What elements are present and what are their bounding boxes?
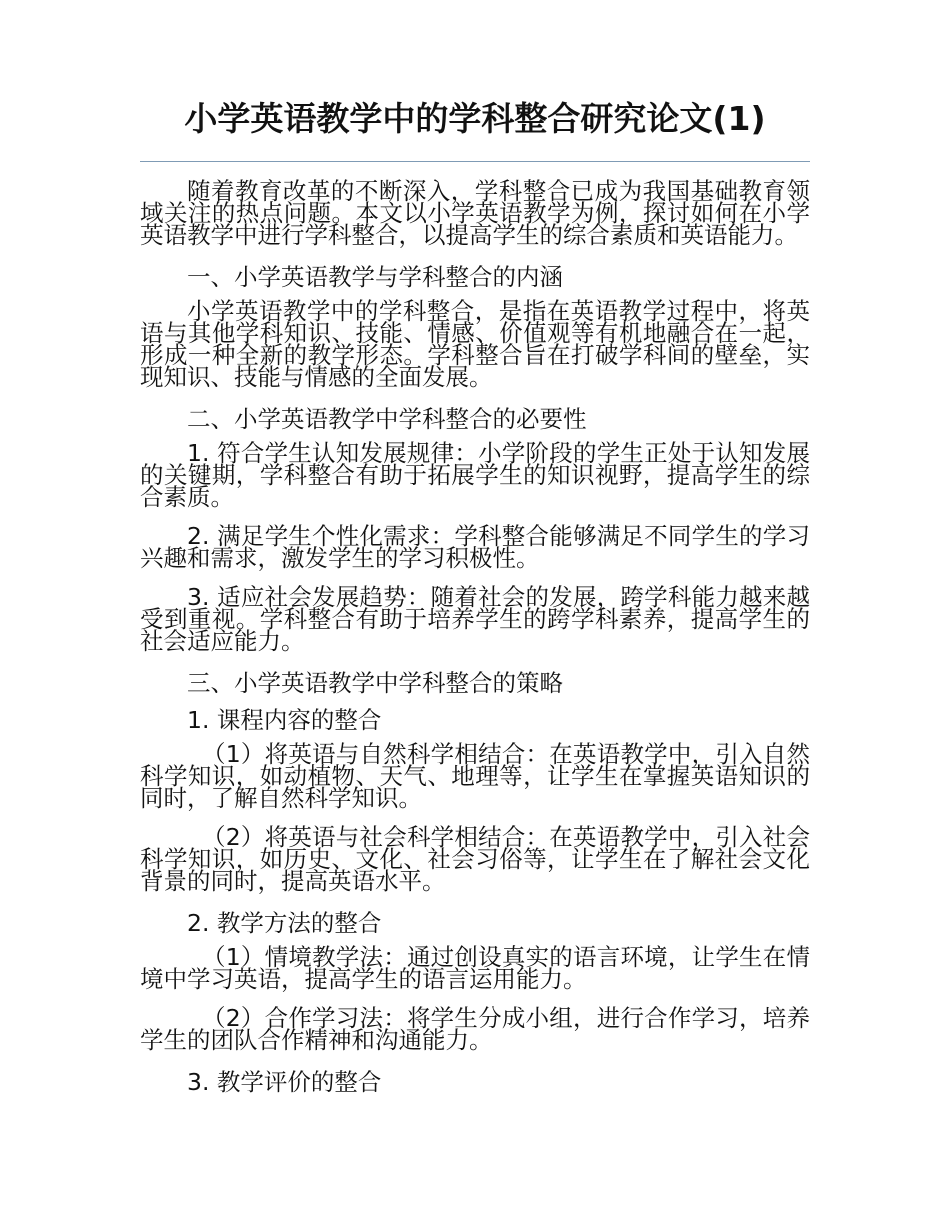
document-title: 小学英语教学中的学科整合研究论文(1)	[184, 99, 766, 138]
paragraph-methods-1: （1）情境教学法：通过创设真实的语言环境，让学生在情境中学习英语，提高学生的语言运用能力。	[140, 943, 810, 993]
paragraph-intro: 随着教育改革的不断深入，学科整合已成为我国基础教育领域关注的热点问题。本文以小学英语教学为例，探讨如何在小学英语教学中进行学科整合，以提高学生的综合素质和英语能力。	[140, 177, 810, 249]
title-divider	[140, 161, 810, 162]
subsection-heading-content: 1. 课程内容的整合	[187, 706, 382, 734]
paragraph-content-2: （2）将英语与社会科学相结合：在英语教学中，引入社会科学知识，如历史、文化、社会习俗等，让学生在了解社会文化背景的同时，提高英语水平。	[140, 823, 810, 895]
paragraph-necessity-3: 3. 适应社会发展趋势：随着社会的发展，跨学科能力越来越受到重视。学科整合有助于培养学生的跨学科素养，提高学生的社会适应能力。	[140, 583, 810, 655]
paragraph-methods-2: （2）合作学习法：将学生分成小组，进行合作学习，培养学生的团队合作精神和沟通能力。	[140, 1004, 810, 1054]
section-heading-2: 二、小学英语教学中学科整合的必要性	[187, 405, 587, 433]
document-body	[140, 177, 810, 1105]
paragraph-content-1: （1）将英语与自然科学相结合：在英语教学中，引入自然科学知识，如动植物、天气、地理等，让学生在掌握英语知识的同时，了解自然科学知识。	[140, 740, 810, 812]
subsection-heading-methods: 2. 教学方法的整合	[187, 909, 382, 937]
paragraph-definition: 小学英语教学中的学科整合，是指在英语教学过程中，将英语与其他学科知识、技能、情感、价值观等有机地融合在一起，形成一种全新的教学形态。学科整合旨在打破学科间的壁垒，实现知识、技能与情感的全面发展。	[140, 297, 810, 391]
subsection-heading-evaluation: 3. 教学评价的整合	[187, 1068, 382, 1096]
section-heading-1: 一、小学英语教学与学科整合的内涵	[187, 263, 563, 291]
paragraph-necessity-1: 1. 符合学生认知发展规律：小学阶段的学生正处于认知发展的关键期，学科整合有助于拓展学生的知识视野，提高学生的综合素质。	[140, 439, 810, 511]
paragraph-necessity-2: 2. 满足学生个性化需求：学科整合能够满足不同学生的学习兴趣和需求，激发学生的学习积极性。	[140, 522, 810, 572]
section-heading-3: 三、小学英语教学中学科整合的策略	[187, 669, 563, 697]
